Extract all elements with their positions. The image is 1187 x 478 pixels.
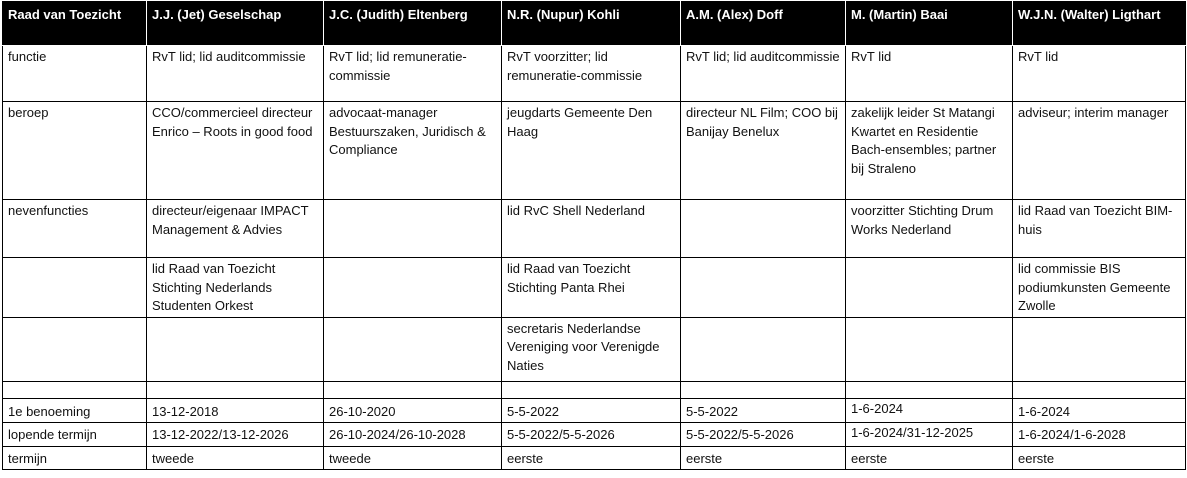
table-cell: lid Raad van Toezicht BIM-huis <box>1013 200 1186 258</box>
table-cell: 13-12-2018 <box>147 398 324 423</box>
table-cell <box>147 381 324 398</box>
table-cell: eerste <box>681 446 846 470</box>
row-lopende-termijn <box>3 423 1186 447</box>
table-cell <box>1013 317 1186 381</box>
table-cell <box>681 381 846 398</box>
table-cell: lid commissie BIS podiumkunsten Gemeente Zwolle <box>1013 258 1186 318</box>
header-cell: J.C. (Judith) Eltenberg <box>324 2 502 46</box>
header-cell: Raad van Toezicht <box>3 2 147 46</box>
table-cell: eerste <box>846 446 1013 470</box>
table-cell: zakelijk leider St Matangi Kwartet en Residentie Bach-ensembles; partner bij Straleno <box>846 102 1013 200</box>
table-cell: RvT lid; lid auditcommissie <box>681 46 846 102</box>
table-cell: eerste <box>502 446 681 470</box>
table-cell <box>846 258 1013 318</box>
table-cell: directeur/eigenaar IMPACT Management & Advies <box>147 200 324 258</box>
table-cell: 1-6-2024/1-6-2028 <box>1013 423 1186 447</box>
table-cell: tweede <box>147 446 324 470</box>
row-label <box>3 258 147 318</box>
table-cell: tweede <box>324 446 502 470</box>
table-cell: 13-12-2022/13-12-2026 <box>147 423 324 447</box>
row-label: lopende termijn <box>3 423 147 447</box>
table-cell <box>3 381 147 398</box>
table-cell <box>681 200 846 258</box>
table-cell: RvT lid <box>1013 46 1186 102</box>
table-cell: lid Raad van Toezicht Stichting Panta Rhei <box>502 258 681 318</box>
table-cell: advocaat-manager Bestuurszaken, Juridisch & Compliance <box>324 102 502 200</box>
row-label: beroep <box>3 102 147 200</box>
table-cell <box>846 381 1013 398</box>
table-cell: 1-6-2024 <box>846 398 1013 423</box>
table-cell <box>681 258 846 318</box>
table-cell: CCO/commercieel directeur Enrico – Roots in good food <box>147 102 324 200</box>
header-cell: J.J. (Jet) Geselschap <box>147 2 324 46</box>
table-cell: 1-6-2024/31-12-2025 <box>846 423 1013 447</box>
table-cell <box>681 317 846 381</box>
table-cell <box>324 258 502 318</box>
table-cell: RvT lid <box>846 46 1013 102</box>
row-nevenfuncties-3 <box>3 317 1186 381</box>
table-cell: 26-10-2024/26-10-2028 <box>324 423 502 447</box>
table-cell <box>502 381 681 398</box>
table-cell <box>324 317 502 381</box>
table-cell: eerste <box>1013 446 1186 470</box>
table-cell: 1-6-2024 <box>1013 398 1186 423</box>
table-cell <box>324 200 502 258</box>
header-cell: A.M. (Alex) Doff <box>681 2 846 46</box>
table-cell: RvT lid; lid auditcommissie <box>147 46 324 102</box>
table-cell: RvT voorzitter; lid remuneratie-commissie <box>502 46 681 102</box>
row-label: 1e benoeming <box>3 398 147 423</box>
spacer-row <box>3 381 1186 398</box>
table-cell: directeur NL Film; COO bij Banijay Benelux <box>681 102 846 200</box>
table-cell: lid RvC Shell Nederland <box>502 200 681 258</box>
table-cell <box>846 317 1013 381</box>
row-nevenfuncties-2 <box>3 258 1186 318</box>
table-cell: 5-5-2022/5-5-2026 <box>502 423 681 447</box>
table-cell: adviseur; interim manager <box>1013 102 1186 200</box>
header-cell: W.J.N. (Walter) Ligthart <box>1013 2 1186 46</box>
row-beroep <box>3 102 1186 200</box>
table-cell: 26-10-2020 <box>324 398 502 423</box>
row-nevenfuncties <box>3 200 1186 258</box>
header-cell: N.R. (Nupur) Kohli <box>502 2 681 46</box>
row-label: functie <box>3 46 147 102</box>
row-functie <box>3 46 1186 102</box>
row-termijn <box>3 446 1186 470</box>
table-cell: secretaris Nederlandse Vereniging voor Verenigde Naties <box>502 317 681 381</box>
row-eerste-benoeming <box>3 398 1186 423</box>
row-label <box>3 317 147 381</box>
header-row <box>3 2 1186 46</box>
row-label: nevenfuncties <box>3 200 147 258</box>
table-cell: RvT lid; lid remuneratie-commissie <box>324 46 502 102</box>
table-cell: lid Raad van Toezicht Stichting Nederlands Studenten Orkest <box>147 258 324 318</box>
table-cell: 5-5-2022 <box>681 398 846 423</box>
table-cell: jeugdarts Gemeente Den Haag <box>502 102 681 200</box>
table-cell <box>147 317 324 381</box>
header-cell: M. (Martin) Baai <box>846 2 1013 46</box>
table-cell: 5-5-2022/5-5-2026 <box>681 423 846 447</box>
table-cell: voorzitter Stichting Drum Works Nederland <box>846 200 1013 258</box>
table-cell <box>324 381 502 398</box>
board-table <box>2 1 1186 470</box>
table-cell <box>1013 381 1186 398</box>
row-label: termijn <box>3 446 147 470</box>
table-cell: 5-5-2022 <box>502 398 681 423</box>
